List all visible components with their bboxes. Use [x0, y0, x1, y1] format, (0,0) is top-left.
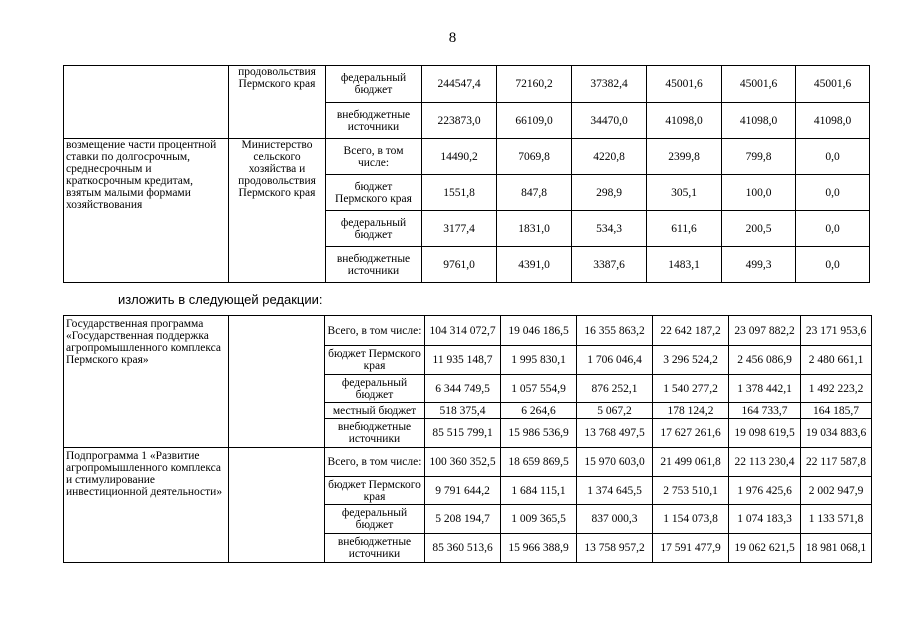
value-cell: 5 208 194,7	[425, 505, 501, 534]
value-cell: 22 117 587,8	[801, 448, 872, 477]
value-cell: 1 492 223,2	[801, 375, 872, 403]
table-row	[64, 316, 872, 346]
funding-source: бюджет Пермского края	[325, 477, 425, 505]
table-row	[64, 66, 870, 103]
value-cell: 45001,6	[722, 66, 796, 103]
program-title: Государственная программа «Государственная поддержка агропромышленного комплекса Пермского края»	[64, 316, 229, 448]
funding-source: Всего, в том числе:	[326, 139, 422, 175]
value-cell: 6 264,6	[501, 403, 577, 419]
value-cell: 2 753 510,1	[653, 477, 729, 505]
executor-cell	[229, 316, 325, 448]
value-cell: 15 966 388,9	[501, 534, 577, 563]
value-cell: 15 986 536,9	[501, 419, 577, 448]
value-cell: 17 591 477,9	[653, 534, 729, 563]
value-cell: 3177,4	[422, 211, 497, 247]
value-cell: 22 642 187,2	[653, 316, 729, 346]
value-cell: 11 935 148,7	[425, 346, 501, 375]
value-cell: 13 768 497,5	[577, 419, 653, 448]
executor-cell	[229, 448, 325, 563]
value-cell: 2 480 661,1	[801, 346, 872, 375]
value-cell: 66109,0	[497, 103, 572, 139]
value-cell: 41098,0	[796, 103, 870, 139]
value-cell: 1 540 277,2	[653, 375, 729, 403]
value-cell: 85 360 513,6	[425, 534, 501, 563]
value-cell: 19 062 621,5	[729, 534, 801, 563]
value-cell: 2399,8	[647, 139, 722, 175]
value-cell: 21 499 061,8	[653, 448, 729, 477]
value-cell: 1 133 571,8	[801, 505, 872, 534]
value-cell: 3387,6	[572, 247, 647, 283]
value-cell: 1 374 645,5	[577, 477, 653, 505]
value-cell: 104 314 072,7	[425, 316, 501, 346]
value-cell: 200,5	[722, 211, 796, 247]
value-cell: 0,0	[796, 247, 870, 283]
value-cell: 6 344 749,5	[425, 375, 501, 403]
funding-source: внебюджетные источники	[325, 419, 425, 448]
value-cell: 1 378 442,1	[729, 375, 801, 403]
value-cell: 3 296 524,2	[653, 346, 729, 375]
value-cell: 298,9	[572, 175, 647, 211]
executor-cell: Министерство сельского хозяйства и продовольствия Пермского края	[229, 139, 326, 283]
value-cell: 45001,6	[796, 66, 870, 103]
value-cell: 0,0	[796, 211, 870, 247]
value-cell: 100,0	[722, 175, 796, 211]
value-cell: 5 067,2	[577, 403, 653, 419]
value-cell: 499,3	[722, 247, 796, 283]
value-cell: 1 154 073,8	[653, 505, 729, 534]
value-cell: 34470,0	[572, 103, 647, 139]
value-cell: 41098,0	[647, 103, 722, 139]
page-number: 8	[448, 30, 457, 46]
funding-source: внебюджетные источники	[326, 247, 422, 283]
value-cell: 534,3	[572, 211, 647, 247]
funding-source: Всего, в том числе:	[325, 316, 425, 346]
funding-source: бюджет Пермского края	[325, 346, 425, 375]
value-cell: 0,0	[796, 139, 870, 175]
value-cell: 37382,4	[572, 66, 647, 103]
table-row	[64, 139, 870, 175]
value-cell: 164 185,7	[801, 403, 872, 419]
value-cell: 223873,0	[422, 103, 497, 139]
value-cell: 837 000,3	[577, 505, 653, 534]
value-cell: 15 970 603,0	[577, 448, 653, 477]
value-cell: 19 046 186,5	[501, 316, 577, 346]
funding-source: федеральный бюджет	[326, 211, 422, 247]
value-cell: 178 124,2	[653, 403, 729, 419]
value-cell: 244547,4	[422, 66, 497, 103]
value-cell: 13 758 957,2	[577, 534, 653, 563]
funding-table-new	[63, 315, 872, 563]
funding-table-old	[63, 65, 870, 283]
value-cell: 22 113 230,4	[729, 448, 801, 477]
value-cell: 23 171 953,6	[801, 316, 872, 346]
value-cell: 16 355 863,2	[577, 316, 653, 346]
value-cell: 1 684 115,1	[501, 477, 577, 505]
value-cell: 19 098 619,5	[729, 419, 801, 448]
value-cell: 14490,2	[422, 139, 497, 175]
value-cell: 2 002 947,9	[801, 477, 872, 505]
funding-source: местный бюджет	[325, 403, 425, 419]
value-cell: 18 981 068,1	[801, 534, 872, 563]
measure-description: возмещение части процентной ставки по долгосрочным, среднесрочным и краткосрочным кредитам, взятым малыми формами хозяйствования	[64, 139, 229, 283]
value-cell: 164 733,7	[729, 403, 801, 419]
measure-description	[64, 66, 229, 139]
value-cell: 85 515 799,1	[425, 419, 501, 448]
value-cell: 9761,0	[422, 247, 497, 283]
value-cell: 799,8	[722, 139, 796, 175]
value-cell: 7069,8	[497, 139, 572, 175]
value-cell: 305,1	[647, 175, 722, 211]
value-cell: 72160,2	[497, 66, 572, 103]
value-cell: 41098,0	[722, 103, 796, 139]
funding-source: федеральный бюджет	[325, 505, 425, 534]
value-cell: 518 375,4	[425, 403, 501, 419]
value-cell: 9 791 644,2	[425, 477, 501, 505]
value-cell: 4391,0	[497, 247, 572, 283]
subprogram-title: Подпрограмма 1 «Развитие агропромышленного комплекса и стимулирование инвестиционной деятельности»	[64, 448, 229, 563]
value-cell: 19 034 883,6	[801, 419, 872, 448]
funding-source: внебюджетные источники	[326, 103, 422, 139]
value-cell: 1 057 554,9	[501, 375, 577, 403]
value-cell: 1 009 365,5	[501, 505, 577, 534]
value-cell: 4220,8	[572, 139, 647, 175]
value-cell: 876 252,1	[577, 375, 653, 403]
value-cell: 45001,6	[647, 66, 722, 103]
funding-source: федеральный бюджет	[325, 375, 425, 403]
value-cell: 1831,0	[497, 211, 572, 247]
value-cell: 1 976 425,6	[729, 477, 801, 505]
table-row	[64, 448, 872, 477]
value-cell: 611,6	[647, 211, 722, 247]
value-cell: 100 360 352,5	[425, 448, 501, 477]
amendment-text: изложить в следующей редакции:	[118, 292, 323, 307]
value-cell: 18 659 869,5	[501, 448, 577, 477]
value-cell: 1 074 183,3	[729, 505, 801, 534]
funding-source: внебюджетные источники	[325, 534, 425, 563]
funding-source: бюджет Пермского края	[326, 175, 422, 211]
value-cell: 0,0	[796, 175, 870, 211]
value-cell: 1 706 046,4	[577, 346, 653, 375]
value-cell: 1 995 830,1	[501, 346, 577, 375]
value-cell: 1551,8	[422, 175, 497, 211]
value-cell: 17 627 261,6	[653, 419, 729, 448]
value-cell: 847,8	[497, 175, 572, 211]
funding-source: федеральный бюджет	[326, 66, 422, 103]
value-cell: 23 097 882,2	[729, 316, 801, 346]
executor-cell: продовольствия Пермского края	[229, 66, 326, 139]
funding-source: Всего, в том числе:	[325, 448, 425, 477]
value-cell: 2 456 086,9	[729, 346, 801, 375]
value-cell: 1483,1	[647, 247, 722, 283]
